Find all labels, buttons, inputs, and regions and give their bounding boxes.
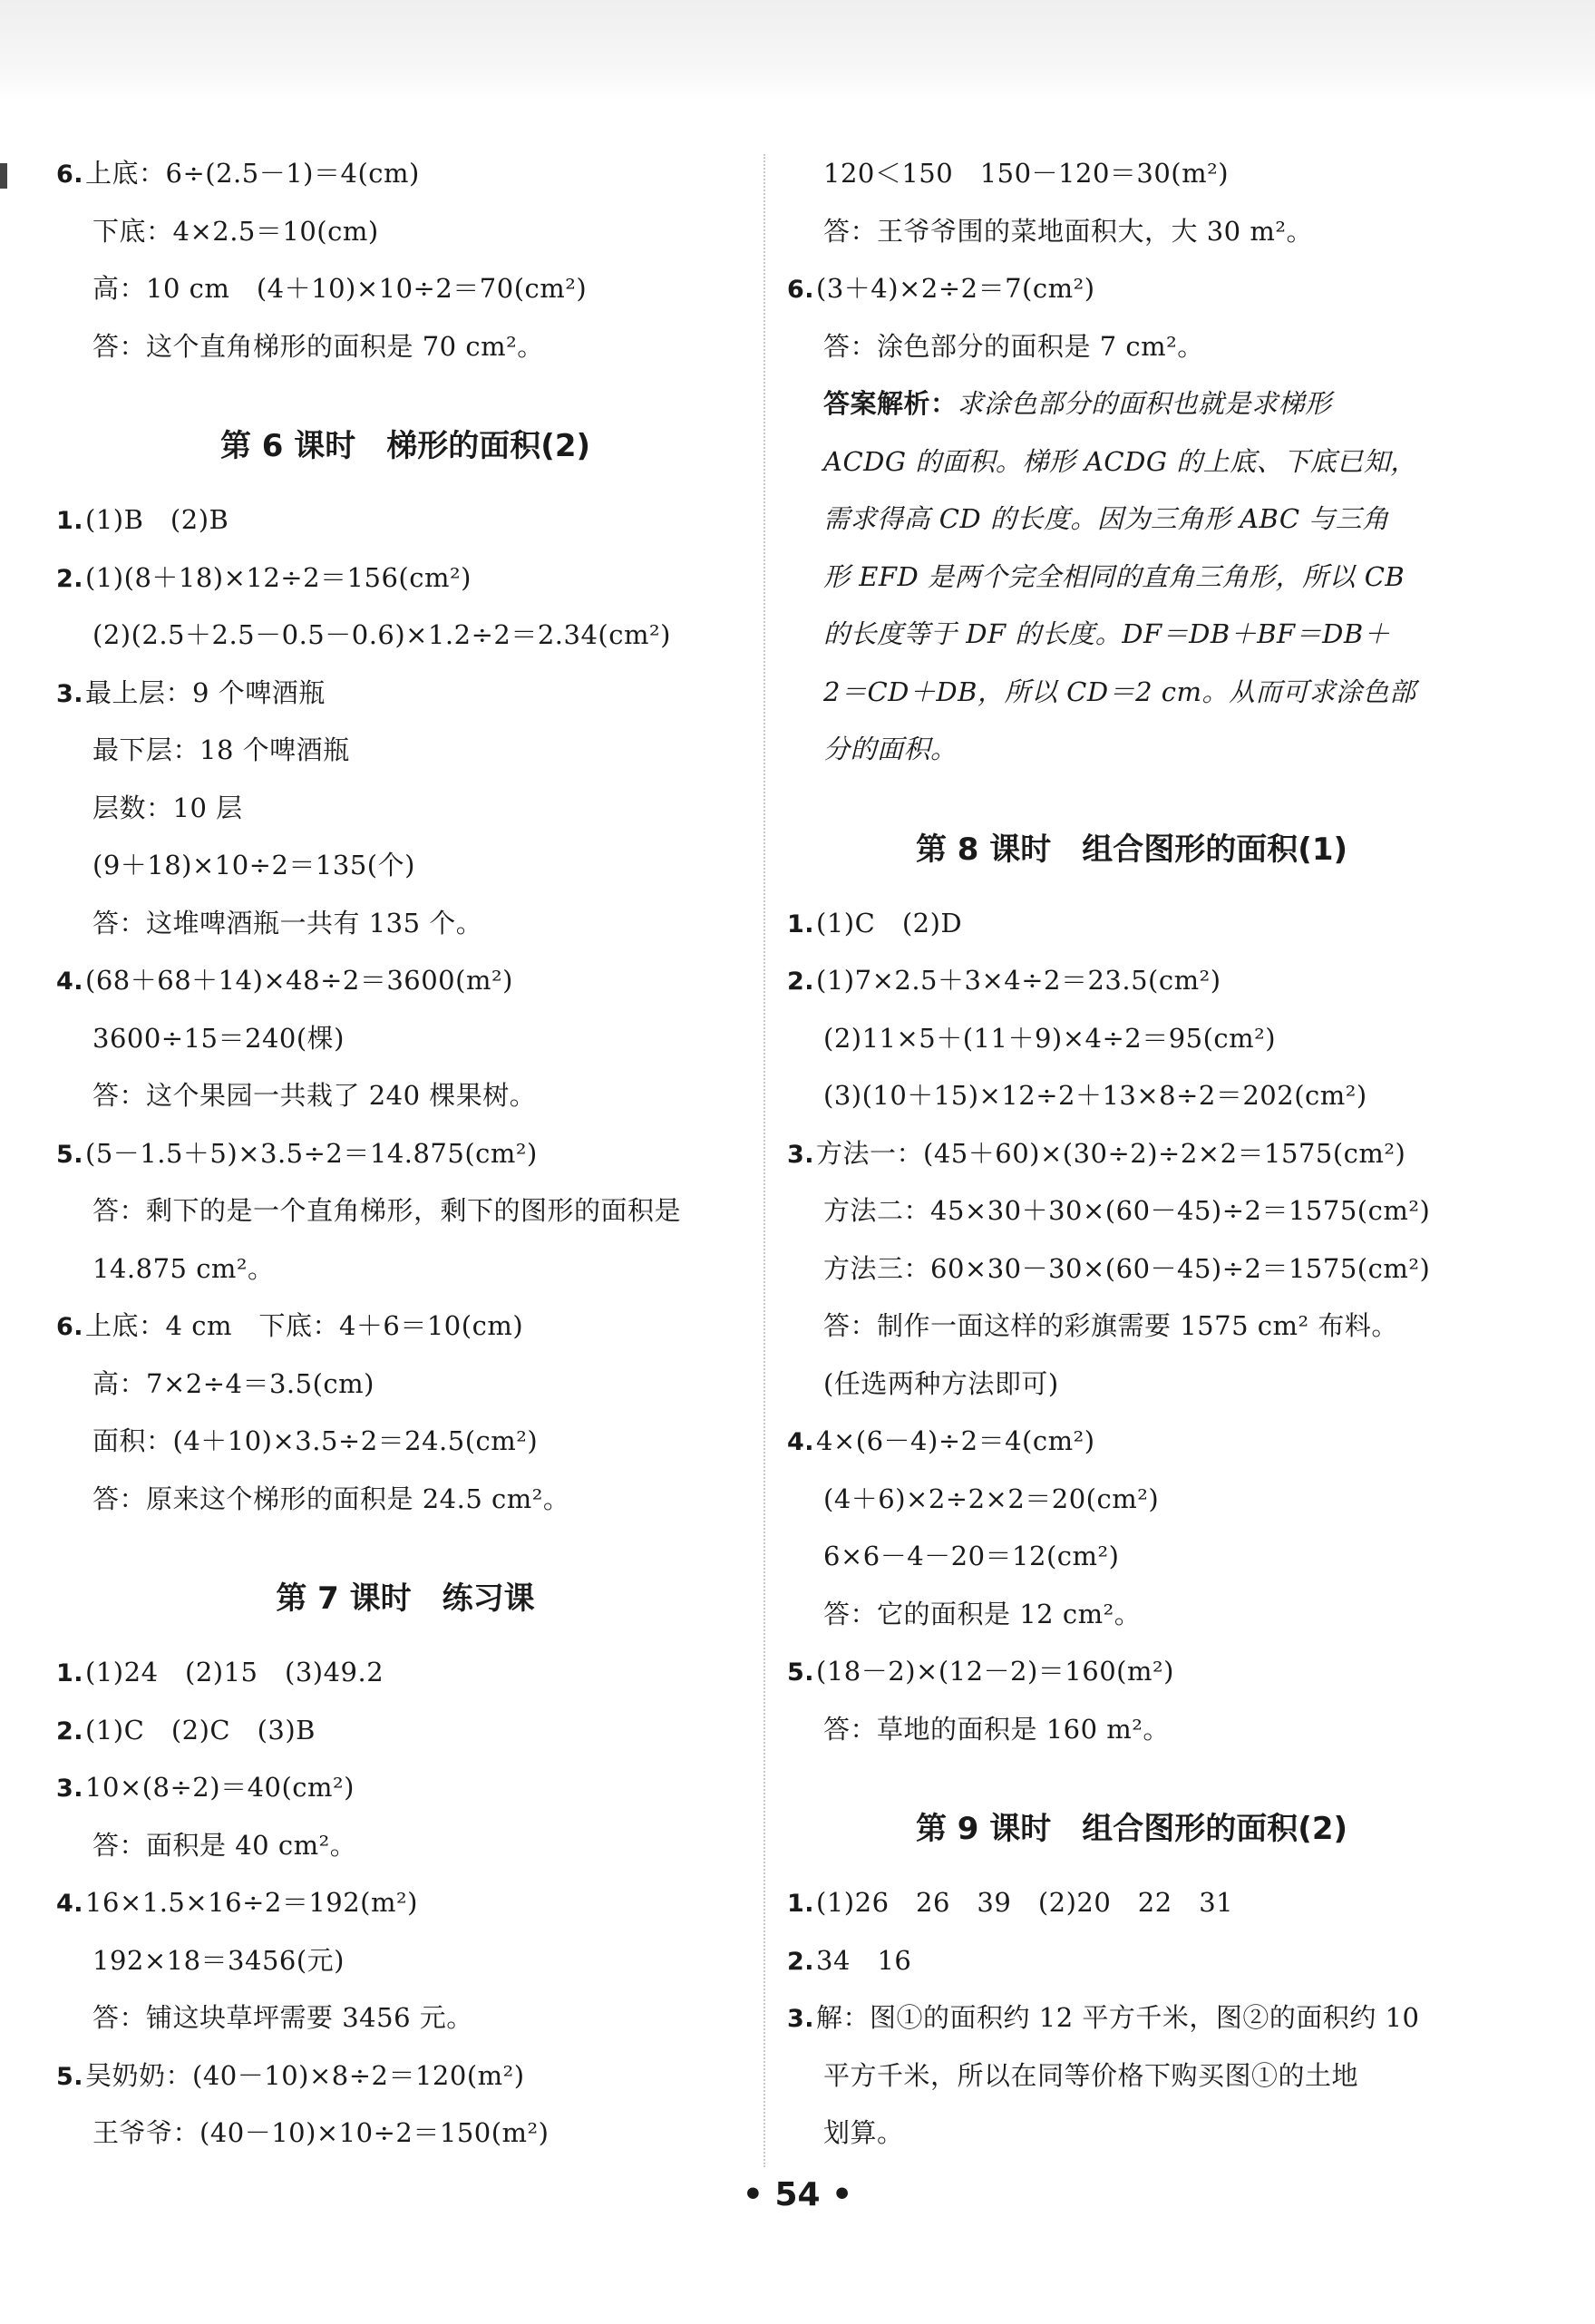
- answer-line: [787, 1010, 1476, 1068]
- answer-item: [56, 1874, 754, 1932]
- item-number: 1.: [56, 1659, 84, 1687]
- item-number: 2.: [56, 1716, 84, 1745]
- section-spacer: [56, 1528, 754, 1553]
- answer-line: [787, 1356, 1476, 1414]
- line-text: (1)(8＋18)×12÷2＝156(cm²): [85, 561, 472, 593]
- answer-item: [56, 665, 754, 723]
- analysis-line: [787, 491, 1476, 549]
- line-text: (1)C (2)D: [816, 907, 963, 938]
- answer-line: [787, 1528, 1476, 1586]
- answer-item: [56, 1644, 754, 1702]
- answer-item: [56, 1702, 754, 1760]
- line-text: 层数：10 层: [92, 792, 243, 823]
- line-text: 方法二：45×30＋30×(60－45)÷2＝1575(cm²): [823, 1195, 1431, 1226]
- analysis-line: [787, 375, 1476, 433]
- line-text: (1)C (2)C (3)B: [85, 1714, 316, 1745]
- answer-item: [56, 549, 754, 608]
- line-text: 答：面积是 40 cm²。: [92, 1829, 357, 1861]
- line-text: 上底：6÷(2.5－1)＝4(cm): [85, 158, 420, 189]
- item-number: 6.: [56, 1313, 84, 1341]
- line-text: 答：草地的面积是 160 m²。: [823, 1713, 1170, 1745]
- line-text: 答：这个果园一共栽了 240 棵果树。: [92, 1080, 537, 1111]
- answer-line: [56, 1010, 754, 1068]
- item-number: 3.: [56, 679, 84, 708]
- section-spacer: [787, 779, 1476, 804]
- line-text: 解：图①的面积约 12 平方千米，图②的面积约 10: [816, 2002, 1420, 2033]
- answer-item: [787, 895, 1476, 953]
- line-text: (1)7×2.5＋3×4÷2＝23.5(cm²): [816, 965, 1221, 996]
- line-text: 10×(8÷2)＝40(cm²): [85, 1772, 355, 1803]
- left-answer-column: [56, 145, 754, 2163]
- item-number: 1.: [787, 909, 815, 938]
- answer-line: [56, 2105, 754, 2163]
- line-text: (任选两种方法即可): [823, 1367, 1059, 1399]
- answer-item: [56, 1298, 754, 1356]
- line-text: 4×(6－4)÷2＝4(cm²): [816, 1425, 1095, 1456]
- item-number: 1.: [787, 1890, 815, 1918]
- section-heading: 第 9 课时 组合图形的面积(2): [915, 1811, 1348, 1847]
- answer-line: [56, 1989, 754, 2047]
- section-heading: 第 8 课时 组合图形的面积(1): [915, 831, 1348, 868]
- analysis-line: [787, 721, 1476, 779]
- binding-margin-mark: [0, 163, 7, 189]
- answer-line: [787, 318, 1476, 376]
- item-number: 5.: [56, 2062, 84, 2091]
- item-number: 2.: [787, 968, 815, 996]
- answer-item: [56, 145, 754, 203]
- answer-line: [56, 318, 754, 376]
- answer-line: [56, 722, 754, 780]
- line-text: 16×1.5×16÷2＝192(m²): [85, 1887, 418, 1918]
- line-text: 下底：4×2.5＝10(cm): [92, 215, 379, 247]
- line-text: 答：原来这个梯形的面积是 24.5 cm²。: [92, 1483, 570, 1514]
- line-text: (3)(10＋15)×12÷2＋13×8÷2＝202(cm²): [823, 1080, 1367, 1111]
- answer-item: [56, 2047, 754, 2105]
- answer-line: [56, 780, 754, 838]
- line-text: 分的面积。: [823, 734, 958, 764]
- line-text: 最下层：18 个啤酒瓶: [92, 734, 350, 765]
- line-text: ACDG 的面积。梯形 ACDG 的上底、下底已知，: [823, 445, 1417, 477]
- line-text: (2)(2.5＋2.5－0.5－0.6)×1.2÷2＝2.34(cm²): [92, 619, 671, 650]
- section-spacer: [56, 375, 754, 401]
- line-text: (68＋68＋14)×48÷2＝3600(m²): [85, 965, 513, 996]
- line-text: 答：这堆啤酒瓶一共有 135 个。: [92, 907, 483, 938]
- answer-line: [787, 2047, 1476, 2105]
- answer-line: [787, 1298, 1476, 1356]
- line-text: 吴奶奶：(40－10)×8÷2＝120(m²): [85, 2059, 525, 2091]
- answer-item: [787, 1125, 1476, 1183]
- section-heading: 第 7 课时 练习课: [276, 1580, 535, 1617]
- line-text: 方法一：(45＋60)×(30÷2)÷2×2＝1575(cm²): [816, 1137, 1406, 1169]
- item-number: 2.: [787, 1947, 815, 1976]
- line-text: 面积：(4＋10)×3.5÷2＝24.5(cm²): [92, 1425, 539, 1456]
- line-text: 192×18＝3456(元): [92, 1944, 345, 1976]
- line-text: 6×6－4－20＝12(cm²): [823, 1541, 1120, 1571]
- answer-line: [56, 607, 754, 665]
- line-text: 方法三：60×30－30×(60－45)÷2＝1575(cm²): [823, 1252, 1431, 1284]
- answer-item: [56, 491, 754, 549]
- line-text: (3＋4)×2÷2＝7(cm²): [816, 273, 1095, 304]
- answer-item: [56, 952, 754, 1010]
- answer-line: [56, 1182, 754, 1240]
- line-text: 的长度等于 DF 的长度。DF＝DB＋BF＝DB＋: [823, 618, 1391, 649]
- line-text: 高：10 cm (4＋10)×10÷2＝70(cm²): [92, 273, 588, 304]
- line-text: 3600÷15＝240(棵): [92, 1022, 345, 1054]
- line-text: 答：这个直角梯形的面积是 70 cm²。: [92, 330, 544, 362]
- answer-line: [56, 1413, 754, 1471]
- answer-item: [787, 1413, 1476, 1471]
- item-number: 2.: [56, 564, 84, 593]
- item-number: 5.: [56, 1140, 84, 1169]
- line-text: (1)24 (2)15 (3)49.2: [85, 1657, 384, 1687]
- answer-line: [56, 1932, 754, 1990]
- analysis-line: [787, 433, 1476, 491]
- answer-item: [787, 260, 1476, 318]
- item-number: 4.: [787, 1428, 815, 1456]
- answer-line: [787, 1471, 1476, 1529]
- analysis-line: [787, 606, 1476, 664]
- line-text: 答：剩下的是一个直角梯形，剩下的图形的面积是: [92, 1195, 682, 1226]
- answer-line: [787, 203, 1476, 261]
- item-number: 3.: [56, 1775, 84, 1803]
- line-text: 求涂色部分的面积也就是求梯形: [957, 388, 1332, 419]
- line-text: (9＋18)×10÷2＝135(个): [92, 850, 415, 880]
- analysis-line: [787, 664, 1476, 722]
- answer-item: [56, 1125, 754, 1183]
- line-text: 120＜150 150－120＝30(m²): [823, 158, 1230, 189]
- answer-item: [56, 1759, 754, 1817]
- answer-item: [787, 1989, 1476, 2047]
- answer-line: [56, 1067, 754, 1125]
- answer-line: [56, 1356, 754, 1414]
- line-text: 平方千米，所以在同等价格下购买图①的土地: [823, 2059, 1359, 2091]
- section-spacer: [787, 1758, 1476, 1784]
- answer-line: [56, 203, 754, 261]
- analysis-line: [787, 549, 1476, 607]
- answer-line: [787, 1701, 1476, 1759]
- answer-line: [56, 1240, 754, 1298]
- answer-line: [56, 837, 754, 895]
- answer-line: [56, 1471, 754, 1529]
- line-text: (1)26 26 39 (2)20 22 31: [816, 1887, 1234, 1918]
- answer-line: [787, 1240, 1476, 1298]
- line-text: 形 EFD 是两个完全相同的直角三角形，所以 CB: [823, 560, 1405, 592]
- line-text: 王爷爷：(40－10)×10÷2＝150(m²): [92, 2117, 549, 2148]
- item-number: 3.: [787, 1140, 815, 1169]
- line-text: (5－1.5＋5)×3.5÷2＝14.875(cm²): [85, 1137, 538, 1169]
- line-text: 最上层：9 个啤酒瓶: [85, 676, 326, 708]
- item-number: 6.: [787, 276, 815, 304]
- line-text: 需求得高 CD 的长度。因为三角形 ABC 与三角: [823, 503, 1389, 534]
- answer-item: [787, 1874, 1476, 1932]
- line-text: 答：铺这块草坪需要 3456 元。: [92, 2002, 473, 2033]
- line-text: (2)11×5＋(11＋9)×4÷2＝95(cm²): [823, 1022, 1277, 1054]
- item-number: 4.: [56, 1890, 84, 1918]
- right-answer-column: [787, 145, 1476, 2163]
- answer-item: [787, 1932, 1476, 1990]
- item-number: 1.: [56, 507, 84, 535]
- page-number: • 54 •: [742, 2176, 853, 2213]
- scan-top-band: [0, 0, 1595, 100]
- line-text: 14.875 cm²。: [92, 1252, 275, 1284]
- analysis-label: 答案解析：: [823, 388, 958, 419]
- item-number: 5.: [787, 1658, 815, 1687]
- item-number: 6.: [56, 160, 84, 189]
- line-text: 划算。: [823, 2117, 904, 2148]
- item-number: 3.: [787, 2005, 815, 2033]
- answer-line: [787, 1182, 1476, 1240]
- answer-line: [787, 1586, 1476, 1644]
- column-divider: [763, 154, 765, 2167]
- line-text: 高：7×2÷4＝3.5(cm): [92, 1367, 374, 1399]
- answer-item: [787, 952, 1476, 1010]
- line-text: (4＋6)×2÷2×2＝20(cm²): [823, 1483, 1160, 1514]
- line-text: (1)B (2)B: [85, 504, 229, 535]
- line-text: 答：涂色部分的面积是 7 cm²。: [823, 330, 1204, 362]
- answer-item: [787, 1643, 1476, 1701]
- answer-line: [787, 2105, 1476, 2163]
- section-heading: 第 6 课时 梯形的面积(2): [219, 428, 591, 464]
- line-text: 上底：4 cm 下底：4＋6＝10(cm): [85, 1310, 524, 1341]
- answer-line: [56, 1817, 754, 1875]
- line-text: 答：制作一面这样的彩旗需要 1575 cm² 布料。: [823, 1310, 1398, 1341]
- answer-line: [787, 145, 1476, 203]
- answer-line: [56, 260, 754, 318]
- answer-line: [787, 1067, 1476, 1125]
- line-text: 答：王爷爷围的菜地面积大，大 30 m²。: [823, 215, 1313, 247]
- line-text: (18－2)×(12－2)＝160(m²): [816, 1656, 1174, 1687]
- answer-line: [56, 895, 754, 953]
- line-text: 34 16: [816, 1944, 912, 1976]
- line-text: 2＝CD＋DB，所以 CD＝2 cm。从而可求涂色部: [823, 676, 1416, 707]
- line-text: 答：它的面积是 12 cm²。: [823, 1598, 1142, 1629]
- item-number: 4.: [56, 968, 84, 996]
